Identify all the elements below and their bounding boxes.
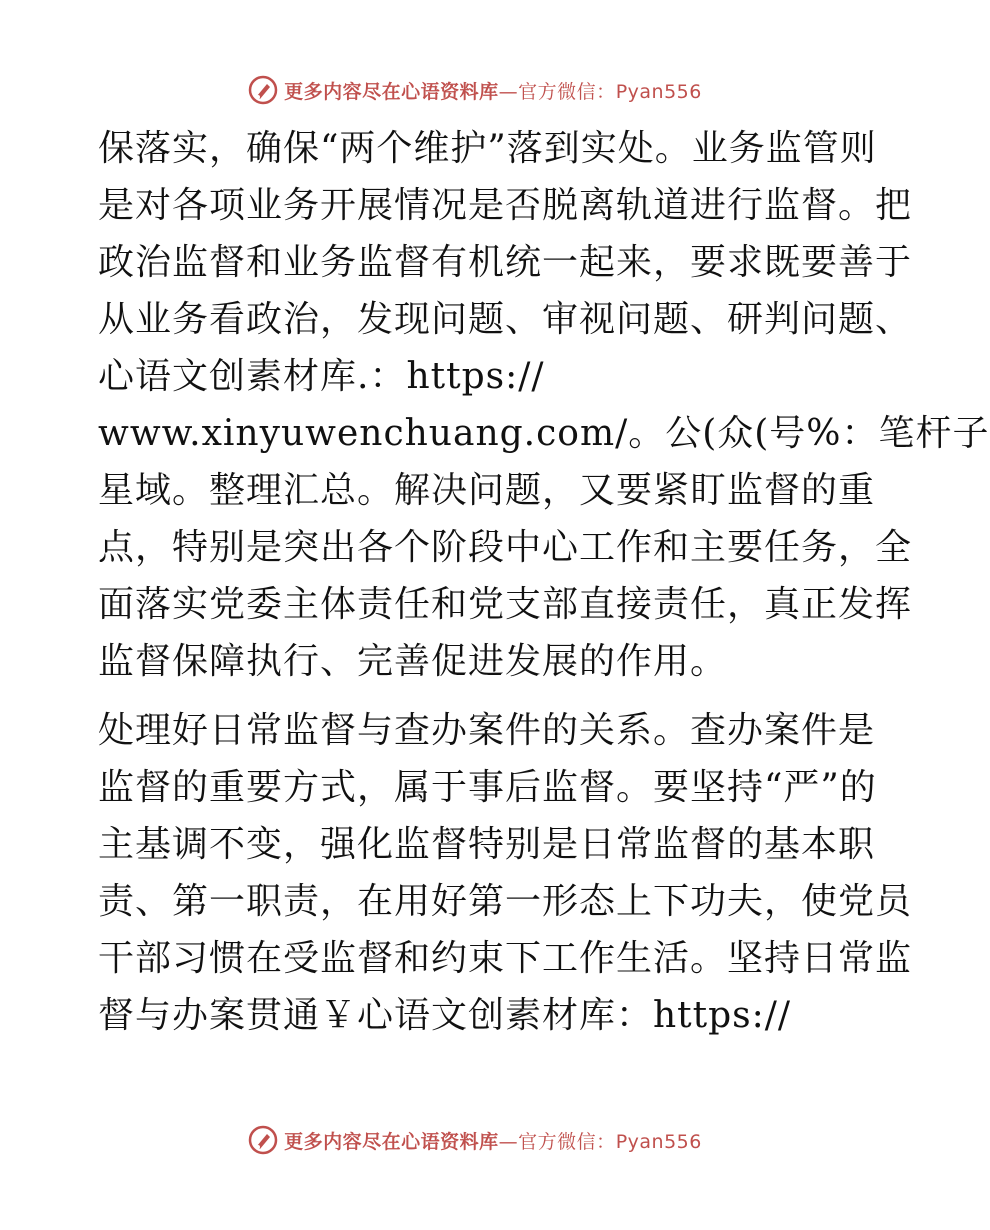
text-line: 监督的重要方式，属于事后监督。要坚持“严”的 <box>98 767 877 808</box>
text-line: 星域。整理汇总。解决问题，又要紧盯监督的重 <box>98 470 876 511</box>
text-line: 主基调不变，强化监督特别是日常监督的基本职 <box>98 824 876 865</box>
pen-logo-icon <box>248 1125 278 1155</box>
paragraph-2 <box>98 702 913 1044</box>
text-line: 责、第一职责，在用好第一形态上下功夫，使党员 <box>98 881 913 922</box>
banner-account: Pyan556 <box>615 80 702 103</box>
banner-account: Pyan556 <box>615 1130 702 1153</box>
text-line: 处理好日常监督与查办案件的关系。查办案件是 <box>98 710 876 751</box>
text-line: www.xinyuwenchuang.com/。公(众(号%：笔杆子 <box>98 413 990 454</box>
text-line: 是对各项业务开展情况是否脱离轨道进行监督。把 <box>98 185 913 226</box>
paragraph-gap <box>98 690 858 702</box>
banner-separator: — <box>498 1130 519 1153</box>
text-line: 心语文创素材库.：https:// <box>98 356 545 397</box>
banner-separator: — <box>498 80 519 103</box>
banner-text <box>284 1127 702 1154</box>
text-line: 干部习惯在受监督和约束下工作生活。坚持日常监 <box>98 938 913 979</box>
paragraph-1 <box>98 120 990 690</box>
text-line: 保落实，确保“两个维护”落到实处。业务监管则 <box>98 128 877 169</box>
footer-watermark-banner <box>0 1123 950 1157</box>
text-line: 面落实党委主体责任和党支部直接责任，真正发挥 <box>98 584 913 625</box>
text-line: 政治监督和业务监督有机统一起来，要求既要善于 <box>98 242 913 283</box>
text-line: 监督保障执行、完善促进发展的作用。 <box>98 641 728 682</box>
document-body <box>98 120 990 1044</box>
text-line: 从业务看政治，发现问题、审视问题、研判问题、 <box>98 299 913 340</box>
header-watermark-banner <box>0 73 950 107</box>
banner-main-text: 更多内容尽在心语资料库 <box>284 1130 499 1153</box>
banner-main-text: 更多内容尽在心语资料库 <box>284 80 499 103</box>
banner-sub-text: 官方微信： <box>518 80 616 103</box>
text-line: 点，特别是突出各个阶段中心工作和主要任务，全 <box>98 527 913 568</box>
banner-text <box>284 77 702 104</box>
text-line: 督与办案贯通￥心语文创素材库：https:// <box>98 995 792 1036</box>
pen-logo-icon <box>248 75 278 105</box>
banner-sub-text: 官方微信： <box>518 1130 616 1153</box>
